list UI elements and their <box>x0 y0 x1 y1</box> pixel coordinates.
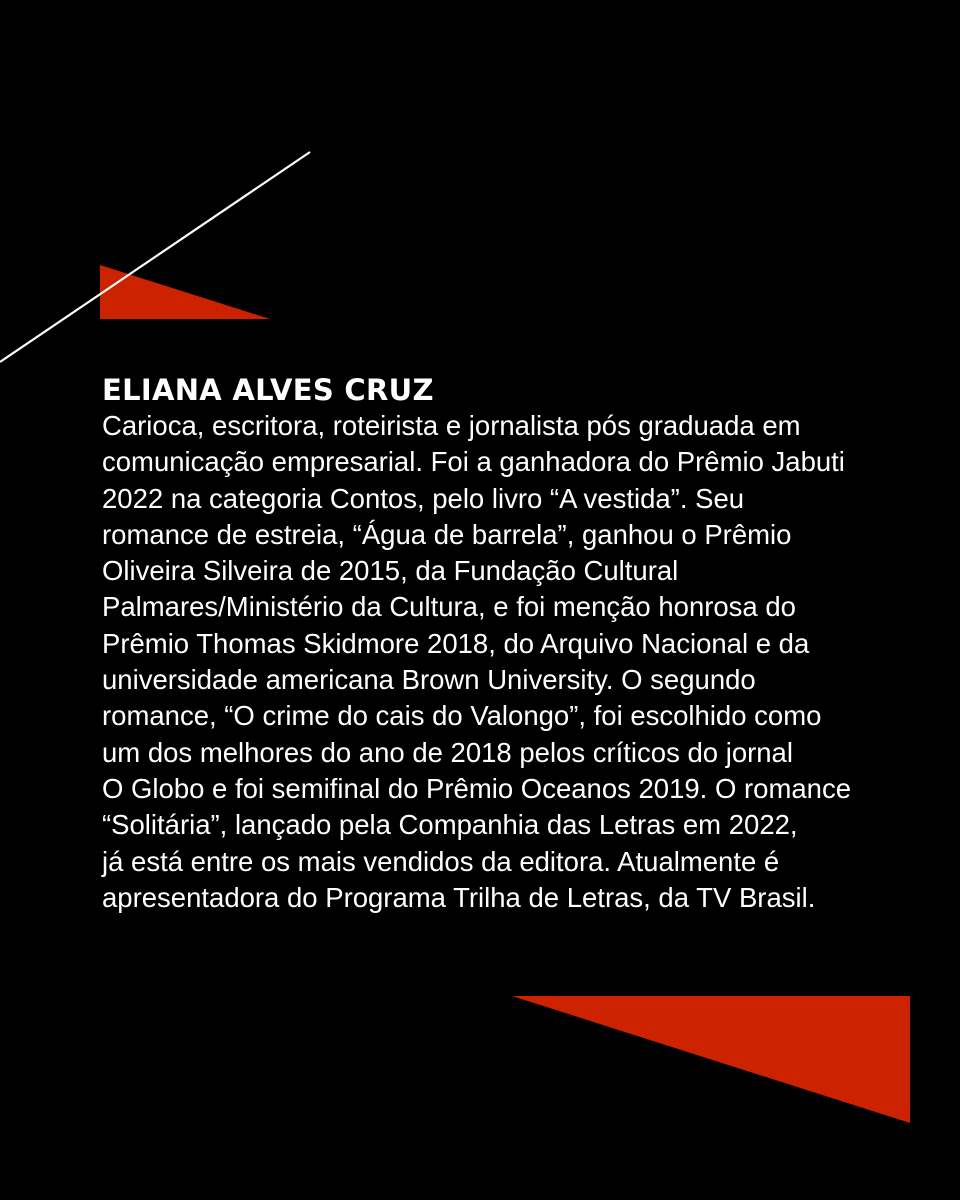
diagonal-white-line <box>0 152 310 362</box>
bio-line: romance de estreia, “Água de barrela”, ganhou o Prêmio <box>102 518 792 550</box>
red-triangle-top <box>100 265 270 319</box>
bio-line: romance, “O crime do cais do Valongo”, foi escolhido como <box>102 700 822 732</box>
bio-line: O Globo e foi semifinal do Prêmio Oceanos 2019. O romance <box>102 772 851 804</box>
bio-line: universidade americana Brown University. O segundo <box>102 664 756 696</box>
bio-line: Carioca, escritora, roteirista e jornalista pós graduada em <box>102 410 801 441</box>
bio-line: um dos melhores do ano de 2018 pelos críticos do jornal <box>102 736 793 768</box>
bio-line: Oliveira Silveira de 2015, da Fundação Cultural <box>102 555 679 587</box>
bio-text <box>102 408 902 916</box>
bio-line: comunicação empresarial. Foi a ganhadora do Prêmio Jabuti <box>102 446 845 478</box>
bio-line: Palmares/Ministério da Cultura, e foi menção honrosa do <box>102 591 796 623</box>
bio-block <box>102 372 902 916</box>
bio-line: apresentadora do Programa Trilha de Letras, da TV Brasil. <box>102 881 816 913</box>
bio-line: já está entre os mais vendidos da editora. Atualmente é <box>102 845 780 877</box>
bio-line: “Solitária”, lançado pela Companhia das Letras em 2022, <box>102 809 798 841</box>
red-triangle-bottom <box>512 996 910 1123</box>
bio-line: 2022 na categoria Contos, pelo livro “A vestida”. Seu <box>102 482 745 514</box>
author-name: ELIANA ALVES CRUZ <box>102 373 434 407</box>
bio-line: Prêmio Thomas Skidmore 2018, do Arquivo Nacional e da <box>102 627 810 659</box>
